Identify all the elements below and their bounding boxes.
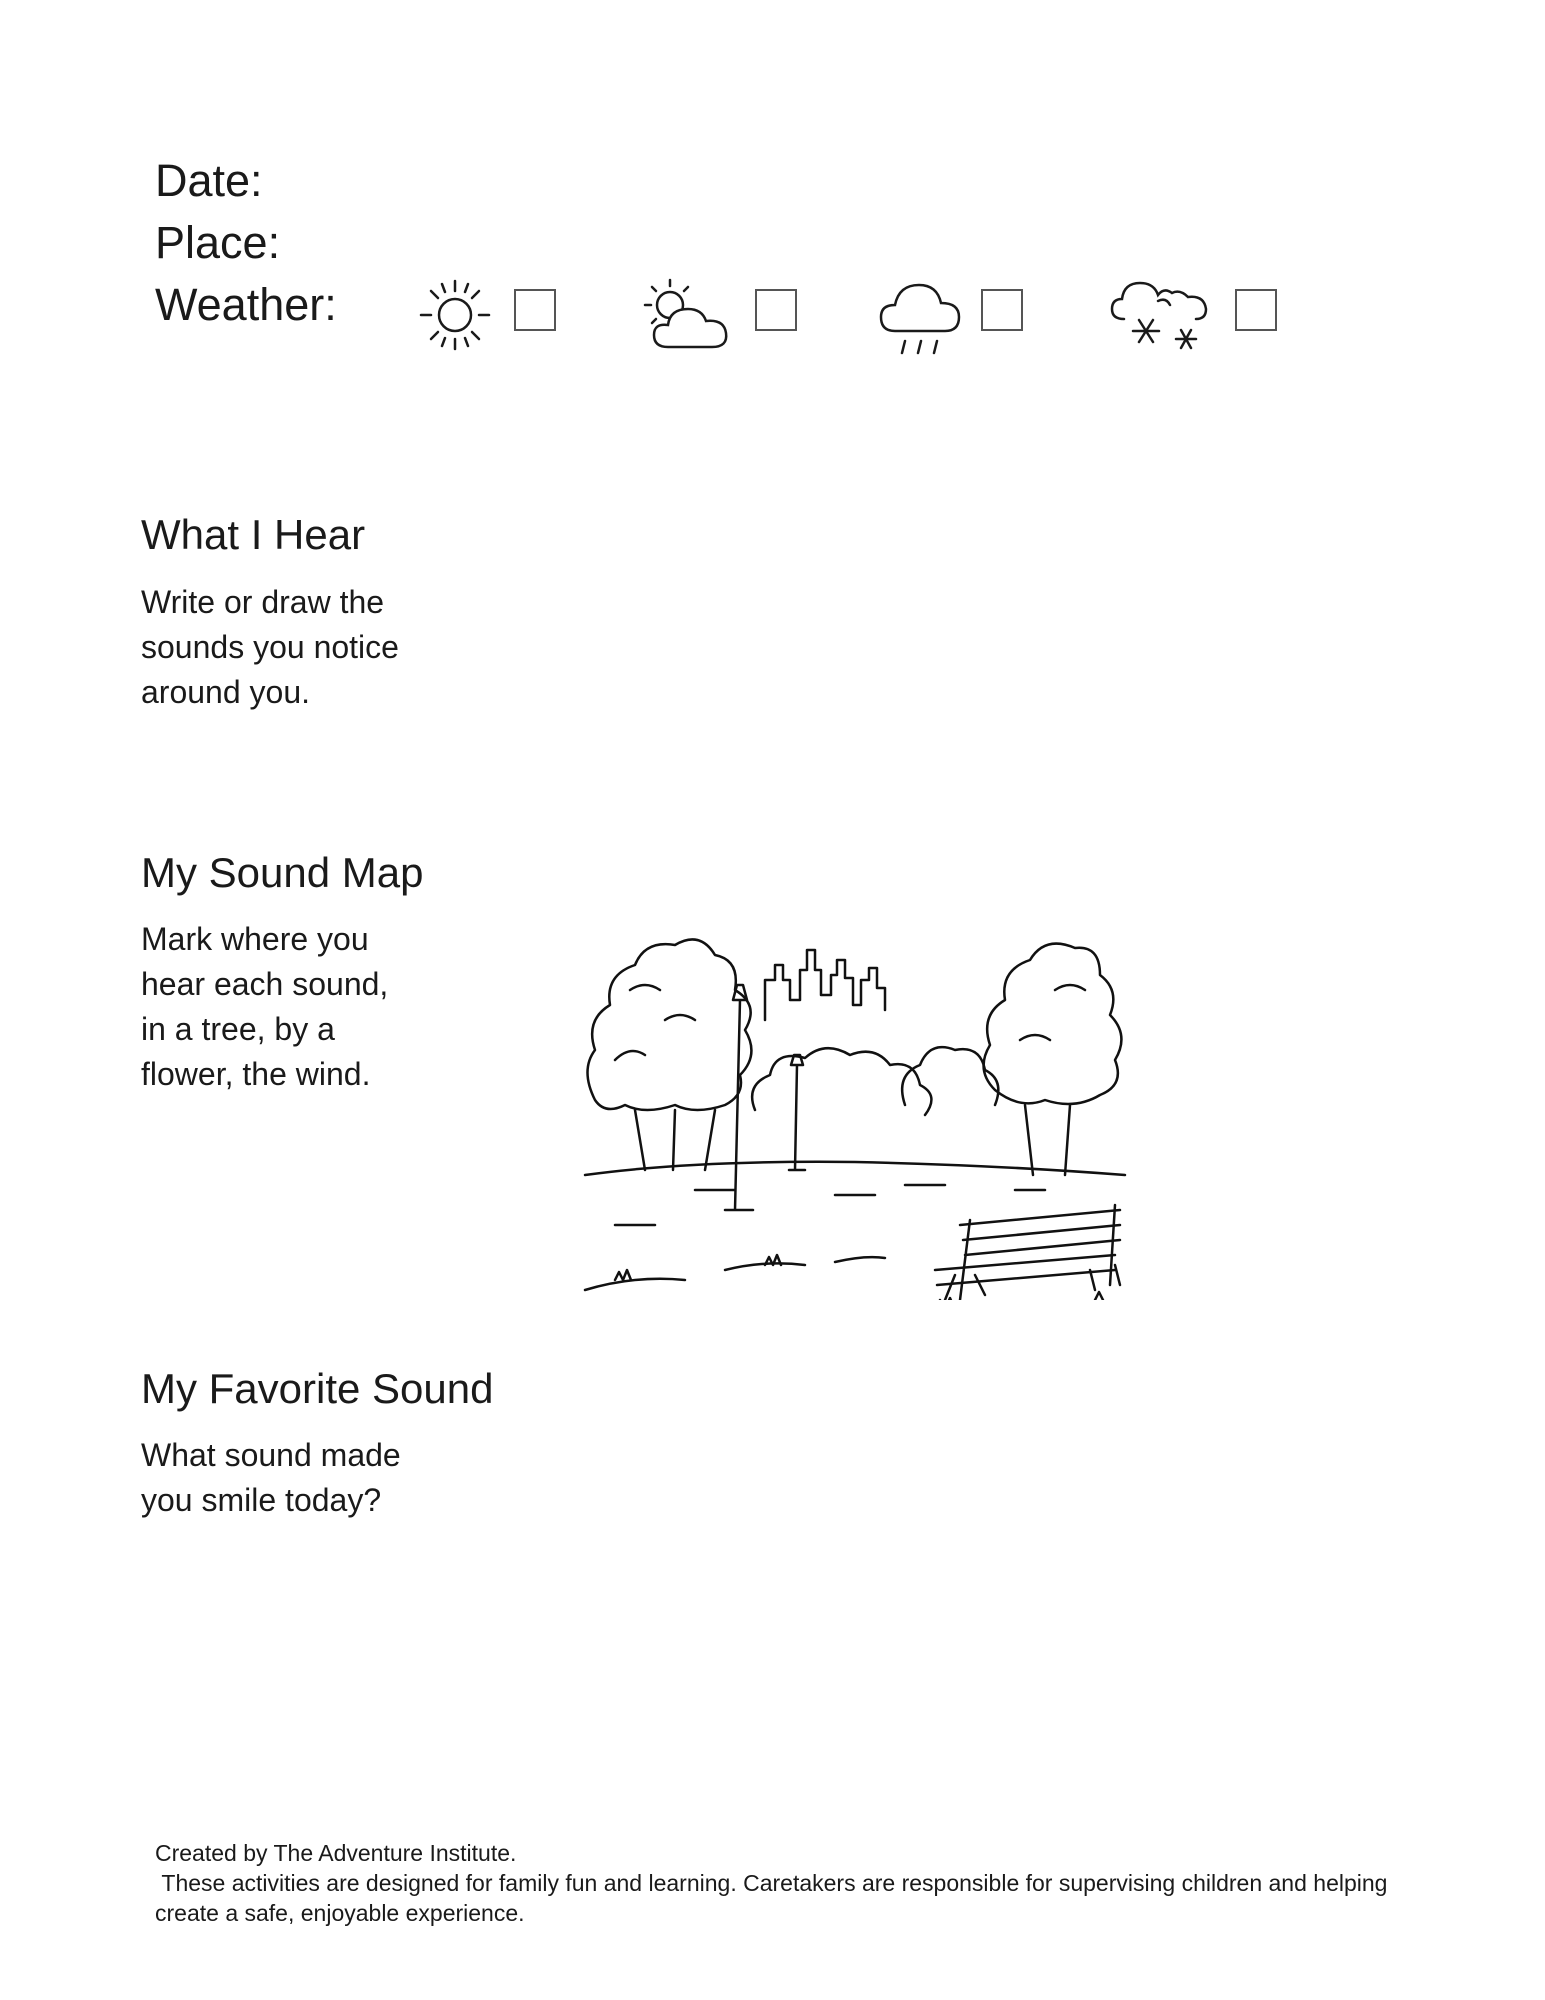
partly-cloudy-checkbox[interactable] (755, 289, 797, 331)
rain-cloud-icon (875, 275, 970, 360)
section-title-my-sound-map: My Sound Map (141, 849, 424, 896)
footer-disclaimer: These activities are designed for family fun and learning. Caretakers are responsible for supervising children and helping create a safe, enjoyable experience. (155, 1870, 1394, 1926)
section-title-what-i-hear: What I Hear (141, 511, 366, 558)
sun-checkbox[interactable] (514, 289, 556, 331)
snow-checkbox[interactable] (1235, 289, 1277, 331)
sun-icon (415, 275, 495, 355)
rain-checkbox[interactable] (981, 289, 1023, 331)
section-title-my-favorite-sound: My Favorite Sound (141, 1365, 494, 1412)
place-label: Place: (155, 217, 281, 268)
partly-cloudy-icon (640, 275, 740, 355)
section-text-what-i-hear: Write or draw the sounds you notice around you. (141, 584, 399, 710)
snow-cloud-icon (1108, 275, 1218, 360)
footer-credit: Created by The Adventure Institute. (155, 1840, 517, 1866)
park-scene-illustration (575, 870, 1135, 1300)
section-text-my-sound-map: Mark where you hear each sound, in a tree, by a flower, the wind. (141, 921, 389, 1092)
section-text-my-favorite-sound: What sound made you smile today? (141, 1437, 401, 1518)
date-label: Date: (155, 155, 263, 206)
weather-label: Weather: (155, 279, 337, 330)
